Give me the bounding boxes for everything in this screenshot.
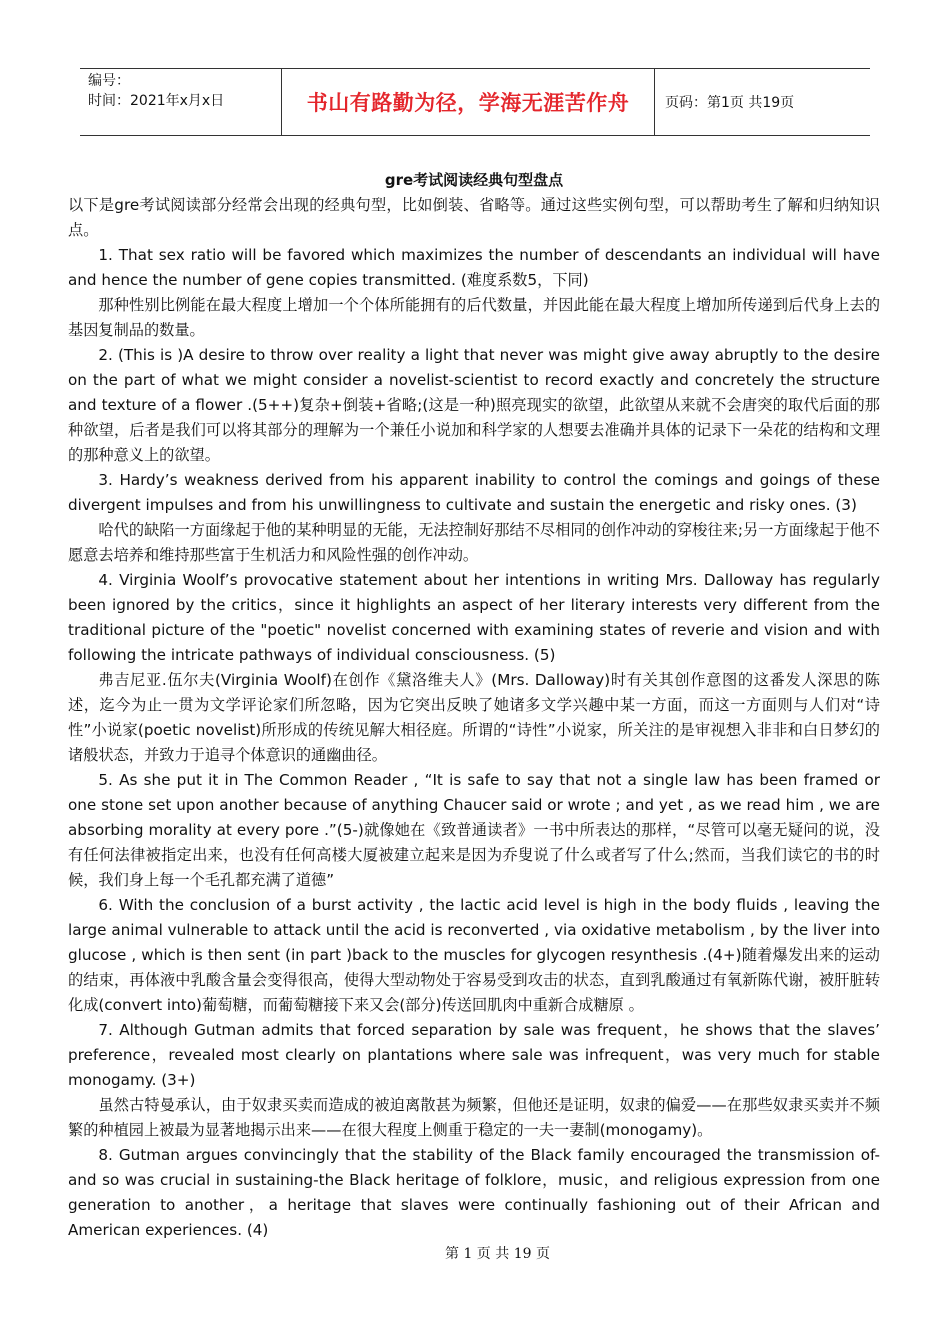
english-sentence-paragraph: 4. Virginia Woolf’s provocative statement about her intentions in writing Mrs. Dalloway has regularly been ignored by the critics，since it highlights an aspect of her literary interests very different from the traditional picture of the "poetic" novelist concerned with examining states of reverie and vision and with following the intricate pathways of individual consciousness. (5) [68,571,880,664]
header-meta [80,69,282,135]
chinese-translation-paragraph: 弗吉尼亚.伍尔夫(Virginia Woolf)在创作《黛洛维夫人》(Mrs. Dalloway)时有关其创作意图的这番发人深思的陈述，迄今为止一贯为文学评论家们所忽略，因为它突出反映了她诸多文学兴趣中某一方面，而这一方面则与人们对“诗性”小说家(poetic novelist)所形成的传统见解大相径庭。所谓的“诗性”小说家，所关注的是审视想入非非和白日梦幻的诸般状态，并致力于追寻个体意识的通幽曲径。 [68,671,880,764]
english-sentence-paragraph: 1. That sex ratio will be favored which maximizes the number of descendants an individual will have and hence the number of gene copies transmitted. (难度系数5，下同) [68,246,880,289]
header-page-info: 页码：第1页 共19页 [665,95,795,111]
document-title: gre考试阅读经典句型盘点 [384,171,564,189]
chinese-translation-paragraph: 那种性别比例能在最大程度上增加一个个体所能拥有的后代数量，并因此能在最大程度上增加所传递到后代身上去的基因复制品的数量。 [68,296,880,339]
page-header [80,68,870,136]
document-number-label: 编号： [88,73,130,89]
page-footer: 第 1 页 共 19 页 [445,1246,550,1262]
intro-paragraph: 以下是gre考试阅读部分经常会出现的经典句型，比如倒装、省略等。通过这些实例句型，可以帮助考生了解和归纳知识点。 [68,196,880,239]
document-body [68,168,880,1243]
header-motto: 书山有路勤为径，学海无涯苦作舟 [282,69,655,135]
english-sentence-paragraph: 6. With the conclusion of a burst activity , the lactic acid level is high in the body fluids , leaving the large animal vulnerable to attack until the acid is reconverted , via oxidative metabolism , by the liver into glucose , which is then sent (in part )back to the muscles for glycogen resynthesis .(4+)随着爆发出来的运动的结束，再体液中乳酸含量会变得很高，使得大型动物处于容易受到攻击的状态，直到乳酸通过有氧新陈代谢，被肝脏转化成(convert into)葡萄糖，而葡萄糖接下来又会(部分)传送回肌肉中重新合成糖原 。 [68,896,880,1014]
english-sentence-paragraph: 3. Hardy’s weakness derived from his apparent inability to control the comings and goings of these divergent impulses and from his unwillingness to cultivate and sustain the energetic and risky ones. (3) [68,471,880,514]
english-sentence-paragraph: 2. (This is )A desire to throw over reality a light that never was might give away abruptly to the desire on the part of what we might consider a novelist-scientist to record exactly and concretely the structure and texture of a flower .(5++)复杂+倒装+省略;(这是一种)照亮现实的欲望，此欲望从来就不会唐突的取代后面的那种欲望，后者是我们可以将其部分的理解为一个兼任小说加和科学家的人想要去准确并具体的记录下一朵花的结构和文理的那种意义上的欲望。 [68,346,880,464]
english-sentence-paragraph: 7. Although Gutman admits that forced separation by sale was frequent，he shows that the slaves’ preference，revealed most clearly on plantations where sale was infrequent，was very much for stable monogamy. (3+) [68,1021,880,1089]
chinese-translation-paragraph: 虽然古特曼承认，由于奴隶买卖而造成的被迫离散甚为频繁，但他还是证明，奴隶的偏爱——在那些奴隶买卖并不频繁的种植园上被最为显著地揭示出来——在很大程度上侧重于稳定的一夫一妻制(monogamy)。 [68,1096,880,1139]
english-sentence-paragraph: 5. As she put it in The Common Reader , “It is safe to say that not a single law has been framed or one stone set upon another because of anything Chaucer said or wrote ; and yet , as we read him , we are absorbing morality at every pore .”(5-)就像她在《致普通读者》一书中所表达的那样，“尽管可以毫无疑问的说，没有任何法律被指定出来，也没有任何高楼大厦被建立起来是因为乔叟说了什么或者写了什么;然而，当我们读它的书的时候，我们身上每一个毛孔都充满了道德” [68,771,880,889]
chinese-translation-paragraph: 哈代的缺陷一方面缘起于他的某种明显的无能，无法控制好那结不尽相同的创作冲动的穿梭往来;另一方面缘起于他不愿意去培养和维持那些富于生机活力和风险性强的创作冲动。 [68,521,880,564]
english-sentence-paragraph: 8. Gutman argues convincingly that the stability of the Black family encouraged the transmission of-and so was crucial in sustaining-the Black heritage of folklore，music，and religious expression from one generation to another，a heritage that slaves were continually fashioning out of their African and American experiences. (4) [68,1146,880,1239]
document-time-label: 时间：2021年x月x日 [88,93,225,109]
paragraph-list [68,243,880,1243]
